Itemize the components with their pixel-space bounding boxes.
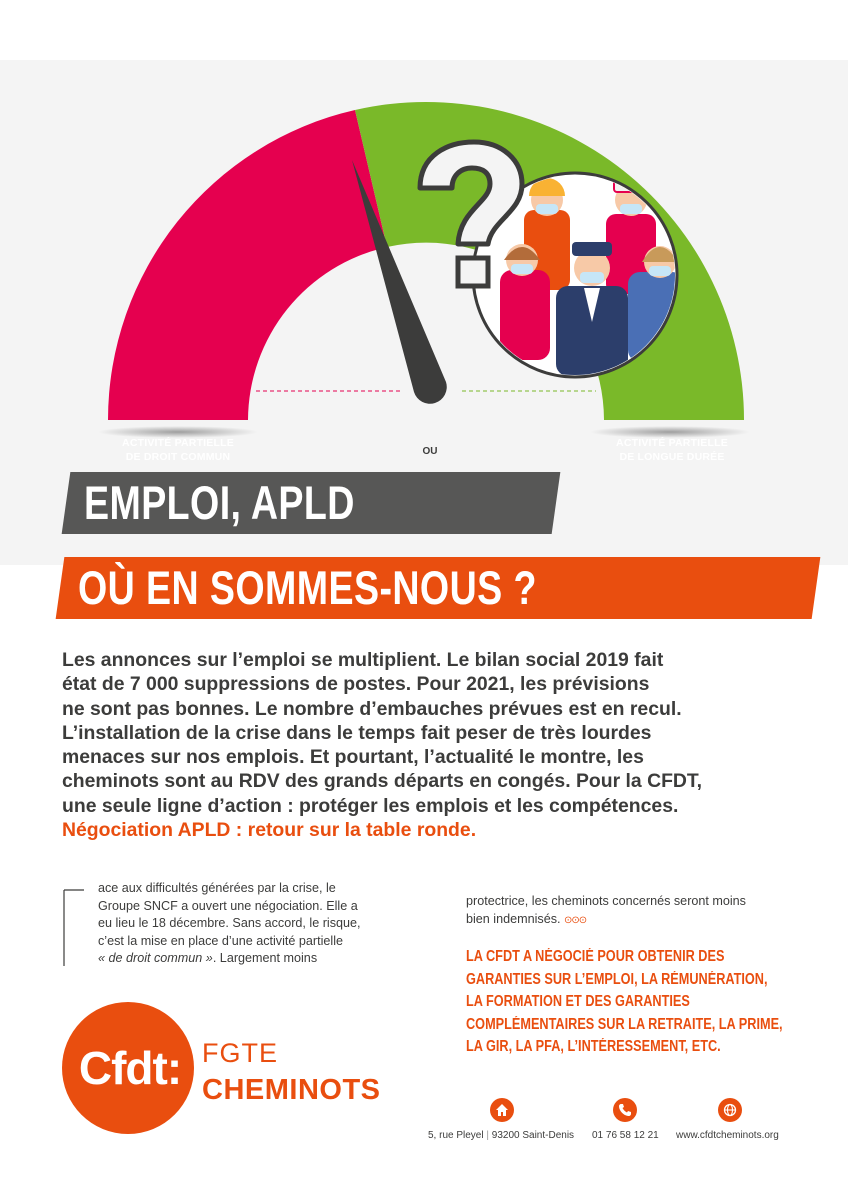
callout-box xyxy=(466,946,816,1059)
phone-icon xyxy=(613,1098,637,1122)
globe-icon xyxy=(718,1098,742,1122)
callout-line: LA GIR, LA PFA, L’INTÉRESSEMENT, ETC. xyxy=(466,1038,721,1055)
lead-line: une seule ligne d’action : protéger les emplois et les compétences. xyxy=(62,794,679,817)
gauge-label-left: ACTIVITÉ PARTIELLE DE DROIT COMMUN xyxy=(122,437,234,463)
callout-line: GARANTIES SUR L’EMPLOI, LA RÉMUNÉRATION, xyxy=(466,970,768,988)
article-line: eu lieu le 18 décembre. Sans accord, le risque, xyxy=(98,916,361,930)
cfdt-logo-text: Cfdt: xyxy=(78,1042,182,1094)
drop-cap-f xyxy=(62,888,86,968)
lead-line: menaces sur nos emplois. Et pourtant, l’actualité le montre, les xyxy=(62,746,644,769)
title-line-1: EMPLOI, APLD xyxy=(62,472,561,534)
callout-line: LA FORMATION ET DES GARANTIES xyxy=(466,993,690,1010)
continue-arrows-icon: ⊙⊙⊙ xyxy=(564,914,587,926)
article-line: Groupe SNCF a ouvert une négociation. Elle a xyxy=(98,898,358,913)
lead-line: Les annonces sur l’emploi se multiplient. Le bilan social 2019 fait xyxy=(62,649,664,671)
gauge-middle-label: OU xyxy=(422,446,438,457)
article-line-end: . Largement moins xyxy=(212,951,318,965)
lead-paragraph xyxy=(62,648,792,842)
article-line: ace aux difficultés générées par la crise, le xyxy=(98,881,336,895)
address-street: 5, rue Pleyel xyxy=(428,1130,484,1141)
gauge-arc-left xyxy=(108,110,387,420)
contact-phone: 01 76 58 12 21 xyxy=(592,1130,659,1141)
article-line: protectrice, les cheminots concernés seront moins xyxy=(466,894,746,908)
title-line-2: OÙ EN SOMMES-NOUS ? xyxy=(56,557,821,619)
lead-highlight: Négociation APLD : retour sur la table ronde. xyxy=(62,819,477,842)
lead-line: cheminots sont au RDV des grands départs en congés. Pour la CFDT, xyxy=(62,770,703,793)
lead-line: L’installation de la crise dans le temps fait peser de très lourdes xyxy=(62,721,652,744)
question-mark-dot xyxy=(458,258,488,286)
contact-website[interactable]: www.cfdtcheminots.org xyxy=(676,1130,779,1141)
home-icon xyxy=(490,1098,514,1122)
article-line-text: bien indemnisés. xyxy=(466,911,561,926)
address-city: 93200 Saint-Denis xyxy=(491,1130,575,1141)
article-line: c’est la mise en place d’une activité partielle xyxy=(98,933,344,948)
article-line xyxy=(466,911,806,930)
lead-line: ne sont pas bonnes. Le nombre d’embauches prévues est en recul. xyxy=(62,697,682,720)
callout-line: COMPLÉMENTAIRES SUR LA RETRAITE, LA PRIME, xyxy=(466,1015,783,1033)
article-line xyxy=(98,950,418,968)
quote-droit-commun: « de droit commun » xyxy=(98,951,213,965)
brand-fgte: FGTE xyxy=(202,1038,278,1068)
article-column-left xyxy=(98,880,418,968)
article-column-right xyxy=(466,893,806,929)
lead-line: état de 7 000 suppressions de postes. Pour 2021, les prévisions xyxy=(62,673,650,696)
gauge-label-right: ACTIVITÉ PARTIELLE DE LONGUE DURÉE xyxy=(616,437,728,463)
contact-address: 5, rue Pleyel | 93200 Saint-Denis xyxy=(428,1130,575,1141)
brand-cheminots: CHEMINOTS xyxy=(202,1074,381,1106)
callout-line: LA CFDT A NÉGOCIÉ POUR OBTENIR DES xyxy=(466,948,725,965)
